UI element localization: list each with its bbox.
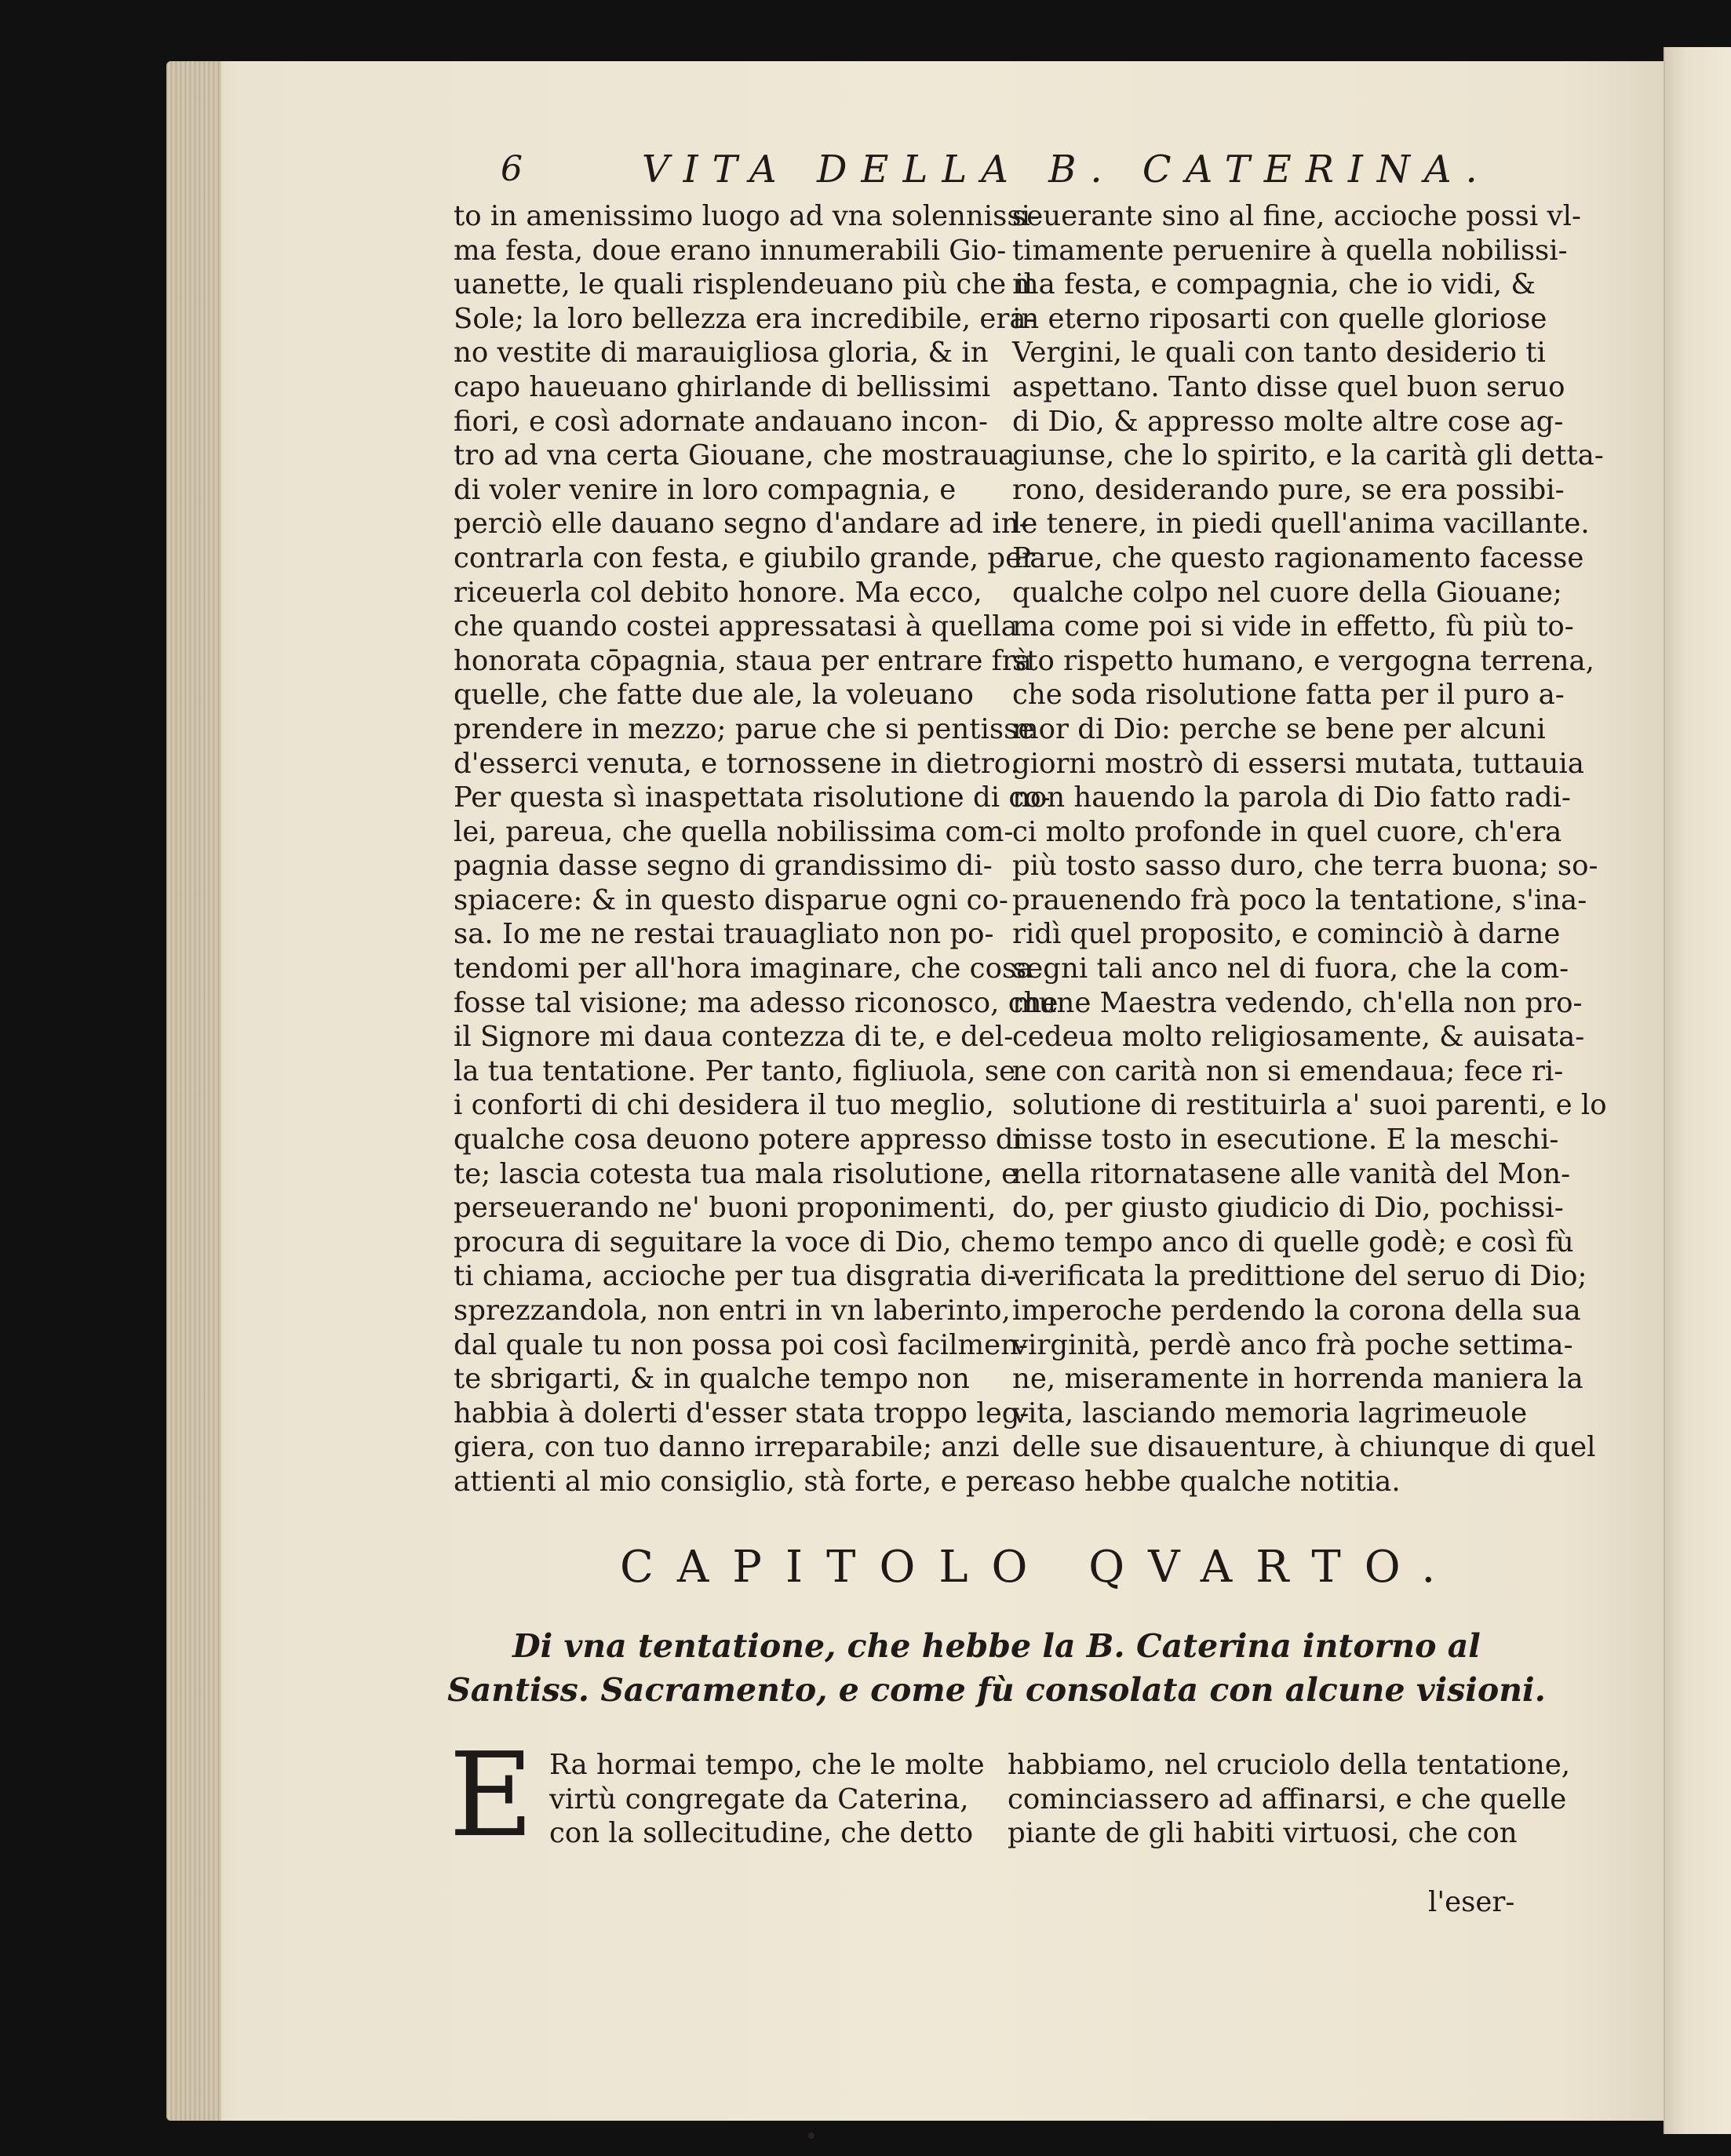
text-line: honorata cōpagnia, staua per entrare frà bbox=[454, 644, 1032, 677]
text-line: delle sue disauenture, à chiunque di quel bbox=[1012, 1431, 1596, 1464]
text-line: verificata la predittione del seruo di Dio; bbox=[1012, 1260, 1587, 1293]
text-line: ma festa, doue erano innumerabili Gio- bbox=[454, 234, 1007, 267]
text-line: capo haueuano ghirlande di bellissimi bbox=[454, 370, 991, 403]
text-line: habbia à dolerti d'esser stata troppo leg- bbox=[454, 1397, 1029, 1429]
text-line: uanette, le quali risplendeuano più che il bbox=[454, 268, 1033, 301]
text-line: quelle, che fatte due ale, la voleuano bbox=[454, 679, 974, 712]
text-line: in eterno riposarti con quelle gloriose bbox=[1012, 302, 1547, 335]
text-line: te sbrigarti, & in qualche tempo non bbox=[454, 1363, 970, 1396]
text-line: qualche cosa deuono potere appresso di bbox=[454, 1124, 1022, 1156]
text-line: vita, lasciando memoria lagrimeuole bbox=[1012, 1397, 1528, 1429]
text-line: prauenendo frà poco la tentatione, s'ina- bbox=[1012, 883, 1587, 916]
text-line: giera, con tuo danno irreparabile; anzi bbox=[454, 1431, 1000, 1464]
text-line: giorni mostrò di essersi mutata, tuttauia bbox=[1012, 747, 1584, 780]
text-line: sto rispetto humano, e vergogna terrena, bbox=[1012, 644, 1594, 677]
facing-page-edge bbox=[1664, 47, 1731, 2134]
text-line: attienti al mio consiglio, stà forte, e per- bbox=[454, 1465, 1023, 1498]
page-number: 6 bbox=[501, 149, 523, 189]
text-line: mune Maestra vedendo, ch'ella non pro- bbox=[1012, 986, 1583, 1019]
text-line: con la sollecitudine, che detto bbox=[549, 1817, 974, 1850]
text-line: il Signore mi daua contezza di te, e del- bbox=[454, 1021, 1014, 1054]
text-line: ne, miseramente in horrenda maniera la bbox=[1012, 1363, 1583, 1396]
text-line: seuerante sino al fine, accioche possi vl- bbox=[1012, 200, 1581, 232]
text-line: le tenere, in piedi quell'anima vacillante. bbox=[1012, 508, 1590, 541]
catchword: l'eser- bbox=[1428, 1886, 1515, 1918]
text-line: segni tali anco nel di fuora, che la com- bbox=[1012, 952, 1569, 985]
text-line: i conforti di chi desidera il tuo meglio, bbox=[454, 1089, 994, 1122]
text-line: imperoche perdendo la corona della sua bbox=[1012, 1295, 1581, 1327]
text-line: qualche colpo nel cuore della Giouane; bbox=[1012, 576, 1562, 609]
text-line: che soda risolutione fatta per il puro a- bbox=[1012, 679, 1565, 712]
text-line: cedeua molto religiosamente, & auisata- bbox=[1012, 1021, 1585, 1054]
text-line: Ra hormai tempo, che le molte bbox=[549, 1749, 985, 1781]
text-line: prendere in mezzo; parue che si pentisse bbox=[454, 712, 1035, 745]
text-line: riceuerla col debito honore. Ma ecco, bbox=[454, 576, 982, 609]
text-line: mor di Dio: perche se bene per alcuni bbox=[1012, 712, 1546, 745]
text-line: Parue, che questo ragionamento facesse bbox=[1012, 541, 1584, 574]
text-line: d'esserci venuta, e tornossene in dietro. bbox=[454, 747, 1019, 780]
text-line: perciò elle dauano segno d'andare ad in- bbox=[454, 508, 1029, 541]
text-line: virginità, perdè anco frà poche settima- bbox=[1012, 1328, 1573, 1361]
text-line: aspettano. Tanto disse quel buon seruo bbox=[1012, 370, 1565, 403]
text-line: piante de gli habiti virtuosi, che con bbox=[1008, 1817, 1518, 1850]
text-line: Vergini, le quali con tanto desiderio ti bbox=[1012, 337, 1546, 370]
text-line: sa. Io me ne restai trauagliato non po- bbox=[454, 918, 994, 951]
text-line: perseuerando ne' buoni proponimenti, bbox=[454, 1192, 997, 1225]
drop-cap: E bbox=[449, 1728, 534, 1863]
chapter-left-column bbox=[549, 1748, 989, 1851]
text-line: procura di seguitare la voce di Dio, che bbox=[454, 1225, 1011, 1258]
left-text-column bbox=[454, 199, 1059, 1499]
text-line: sprezzandola, non entri in vn laberinto, bbox=[454, 1295, 1011, 1327]
text-line: fosse tal visione; ma adesso riconosco, che bbox=[454, 986, 1059, 1019]
paper-speck bbox=[808, 2132, 814, 2139]
text-line: mo tempo anco di quelle godè; e così fù bbox=[1012, 1225, 1574, 1258]
text-line: tro ad vna certa Giouane, che mostraua bbox=[454, 439, 1015, 472]
text-line: ridì quel proposito, e cominciò à darne bbox=[1012, 918, 1561, 951]
text-line: tendomi per all'hora imaginare, che cosa bbox=[454, 952, 1033, 985]
text-line: no vestite di marauigliosa gloria, & in bbox=[454, 337, 989, 370]
text-line: dal quale tu non possa poi così facilmen- bbox=[454, 1328, 1028, 1361]
text-line: spiacere: & in questo disparue ogni co- bbox=[454, 883, 1008, 916]
text-line: fiori, e così adornate andauano incon- bbox=[454, 405, 988, 438]
text-line: ma come poi si vide in effetto, fù più to- bbox=[1012, 610, 1574, 643]
right-text-column bbox=[1012, 199, 1607, 1499]
text-line: giunse, che lo spirito, e la carità gli detta- bbox=[1012, 439, 1604, 472]
text-line: te; lascia cotesta tua mala risolutione, e bbox=[454, 1157, 1019, 1190]
page-gutter-edge bbox=[166, 61, 221, 2121]
text-line: ti chiama, accioche per tua disgratia di- bbox=[454, 1260, 1017, 1293]
text-line: rono, desiderando pure, se era possibi- bbox=[1012, 473, 1565, 506]
text-line: habbiamo, nel cruciolo della tentatione, bbox=[1008, 1749, 1571, 1781]
running-title: VITA DELLA B. CATERINA. bbox=[642, 147, 1492, 191]
text-line: pagnia dasse segno di grandissimo di- bbox=[454, 850, 993, 883]
text-line: di voler venire in loro compagnia, e bbox=[454, 473, 957, 506]
chapter-right-column bbox=[1008, 1748, 1571, 1851]
text-line: la tua tentatione. Per tanto, figliuola, se bbox=[454, 1054, 1016, 1087]
text-line: do, per giusto giudicio di Dio, pochissi- bbox=[1012, 1192, 1564, 1225]
text-line: contrarla con festa, e giubilo grande, per bbox=[454, 541, 1036, 574]
text-line: non hauendo la parola di Dio fatto radi- bbox=[1012, 781, 1571, 814]
text-line: ci molto profonde in quel cuore, ch'era bbox=[1012, 815, 1562, 848]
text-line: misse tosto in esecutione. E la meschi- bbox=[1012, 1124, 1559, 1156]
text-line: nella ritornatasene alle vanità del Mon- bbox=[1012, 1157, 1571, 1190]
text-line: ne con carità non si emendaua; fece ri- bbox=[1012, 1054, 1564, 1087]
text-line: di Dio, & appresso molte altre cose ag- bbox=[1012, 405, 1564, 438]
chapter-subtitle: Di vna tentatione, che hebbe la B. Caterina intorno al Santiss. Sacramento, e come fù consolata con alcune visioni. bbox=[447, 1627, 1546, 1709]
text-line: solutione di restituirla a' suoi parenti, e lo bbox=[1012, 1089, 1607, 1122]
text-line: che quando costei appressatasi à quella bbox=[454, 610, 1018, 643]
text-line: virtù congregate da Caterina, bbox=[549, 1783, 969, 1815]
text-line: to in amenissimo luogo ad vna solennissi- bbox=[454, 200, 1040, 232]
text-line: lei, pareua, che quella nobilissima com- bbox=[454, 815, 1014, 848]
text-line: cominciassero ad affinarsi, e che quelle bbox=[1008, 1783, 1567, 1815]
chapter-title: CAPITOLO QVARTO. bbox=[620, 1542, 1460, 1593]
text-line: timamente peruenire à quella nobilissi- bbox=[1012, 234, 1568, 267]
text-line: Per questa sì inaspettata risolutione di co- bbox=[454, 781, 1051, 814]
text-line: caso hebbe qualche notitia. bbox=[1012, 1465, 1401, 1498]
text-line: ma festa, e compagnia, che io vidi, & bbox=[1012, 268, 1536, 301]
text-line: più tosto sasso duro, che terra buona; so- bbox=[1012, 850, 1598, 883]
text-line: Sole; la loro bellezza era incredibile, era- bbox=[454, 302, 1036, 335]
